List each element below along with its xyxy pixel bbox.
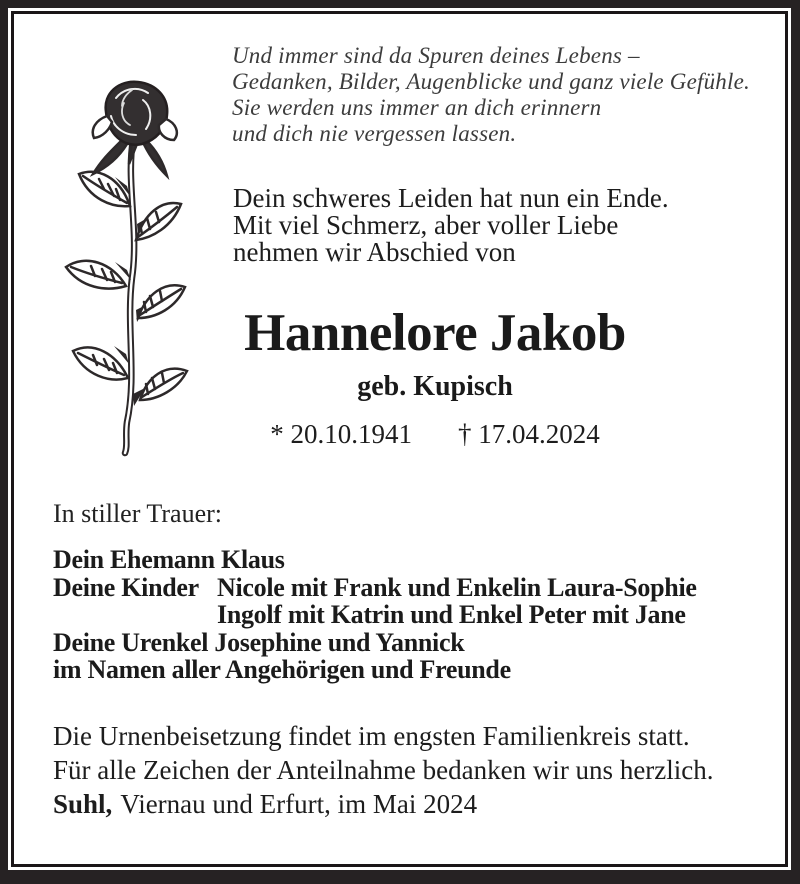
epigraph-line: Und immer sind da Spuren deines Lebens – [232, 43, 640, 68]
death-date: † 17.04.2024 [458, 419, 600, 449]
mourner-line: Dein Ehemann Klaus [53, 545, 285, 574]
mourning-heading: In stiller Trauer: [53, 499, 222, 528]
mourner-line: Deine Urenkel Josephine und Yannick [53, 627, 465, 657]
birth-date: * 20.10.1941 [270, 419, 412, 449]
epigraph-line: und dich nie vergessen lassen. [232, 121, 517, 146]
maiden-name: geb. Kupisch [357, 371, 513, 402]
mourner-line: im Namen aller Angehörigen und Freunde [53, 655, 511, 684]
closing-line [53, 787, 714, 821]
rose-icon [52, 76, 208, 458]
closing-city: Suhl, [53, 789, 113, 819]
closing-text [53, 719, 714, 821]
closing-line: Die Urnenbeisetzung findet im engsten Familienkreis statt. [53, 721, 690, 751]
epigraph [232, 43, 750, 147]
mourner-line [53, 574, 697, 602]
closing-date: Viernau und Erfurt, im Mai 2024 [120, 789, 478, 819]
intro-line: Dein schweres Leiden hat nun ein Ende. [233, 183, 669, 213]
intro-line: Mit viel Schmerz, aber voller Liebe [233, 210, 619, 240]
life-dates [228, 419, 642, 450]
mourner-line: Ingolf mit Katrin und Enkel Peter mit Jane [217, 600, 686, 629]
closing-line: Für alle Zeichen der Anteilnahme bedanken wir uns herzlich. [53, 755, 714, 785]
mourners-list [53, 546, 697, 684]
mourner-line-text: Nicole mit Frank und Enkelin Laura-Sophie [217, 572, 697, 602]
epigraph-line: Gedanken, Bilder, Augenblicke und ganz viele Gefühle. [232, 69, 750, 94]
intro-line: nehmen wir Abschied von [233, 237, 516, 267]
intro-text [233, 185, 669, 266]
deceased-name: Hannelore Jakob [244, 304, 626, 362]
epigraph-line: Sie werden uns immer an dich erinnern [232, 95, 602, 120]
mourner-line-label: Deine Kinder [53, 572, 199, 602]
